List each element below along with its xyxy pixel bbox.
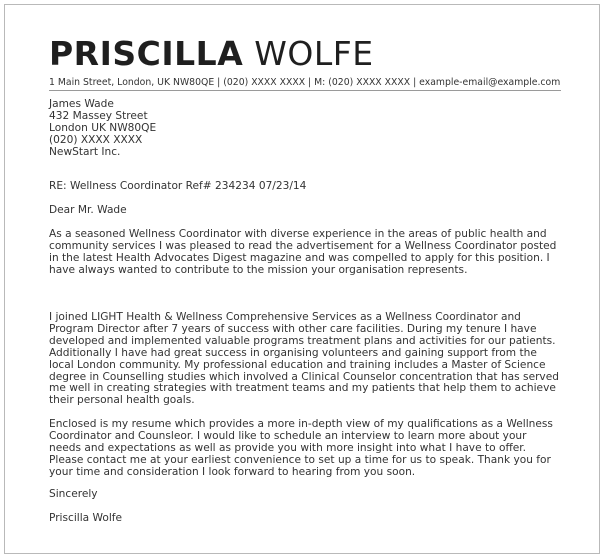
sender-contact-line: 1 Main Street, London, UK NW80QE | (020) XXXX XXXX | M: (020) XXXX XXXX | example-email@example.com: [49, 77, 561, 88]
recipient-name: James Wade: [49, 98, 114, 110]
letter-salutation: Dear Mr. Wade: [49, 204, 127, 216]
document-page: [4, 4, 600, 554]
body-paragraph-3: Enclosed is my resume which provides a more in-depth view of my qualifications as a Wellness Coordinator and Counslеor. I would like to schedule an interview to learn more about your needs and expectations as well as provide you with more insight into what I have to offer. Please contact me at your earliest convenience to set up a time for us to speak. Thank you for your time and consideration I look forward to hearing from you soon.: [49, 418, 553, 478]
recipient-phone: (020) XXXX XXXX: [49, 133, 143, 146]
recipient-street: 432 Massey Street: [49, 109, 148, 122]
body-paragraph-2: I joined LIGHT Health & Wellness Comprehensive Services as a Wellness Coordinator and Program Director after 7 years of success with other care facilities. During my tenure I have developed and implemented valuable programs treatment plans and activities for our patients. Additionally I have had great success in organising volunteers and gaining support from the local London community. My professional education and training includes a Master of Science degree in Counselling studies which involved a Clinical Counselor concentration that has served me well in creating strategies with treatment teams and my patients that help them to achieve their personal health goals.: [49, 311, 559, 407]
letter-subject: RE: Wellness Coordinator Ref# 234234 07/23/14: [49, 180, 307, 192]
sender-first-name: PRISCILLA: [49, 34, 244, 73]
sender-last-name: WOLFE: [254, 34, 374, 73]
letter-closing: Sincerely: [49, 488, 98, 500]
recipient-city: London UK NW80QE: [49, 121, 157, 134]
recipient-address: [49, 99, 569, 159]
header-divider: [49, 90, 561, 91]
sender-name: [49, 35, 374, 73]
recipient-company: NewStart Inc.: [49, 145, 121, 158]
letter-signature: Priscilla Wolfe: [49, 512, 123, 524]
body-paragraph-1: As a seasoned Wellness Coordinator with diverse experience in the areas of public health and community services I was pleased to read the advertisement for a Wellness Coordinator posted in the latest Health Advocates Digest magazine and was compelled to apply for this position. I have always wanted to contribute to the mission your organisation represents.: [49, 228, 557, 276]
